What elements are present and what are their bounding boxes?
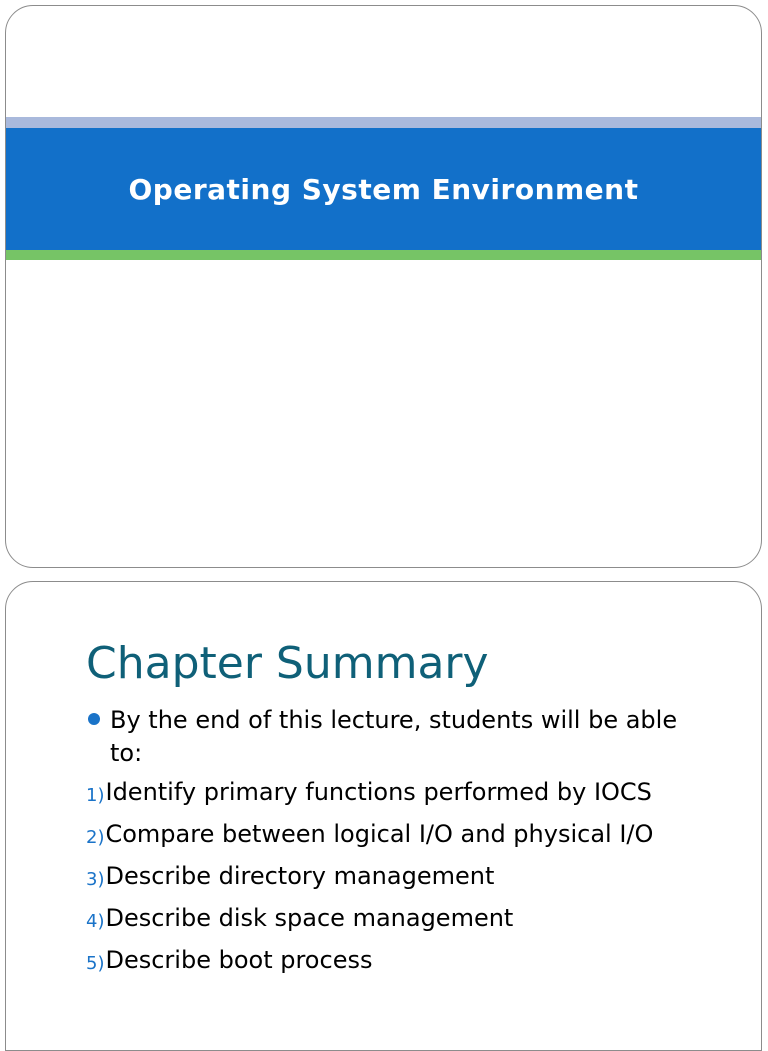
slide-title: Operating System Environment <box>128 172 639 206</box>
list-number: 2) <box>86 827 105 848</box>
list-item <box>86 944 716 980</box>
summary-list <box>86 704 716 986</box>
list-number: 5) <box>86 953 105 974</box>
list-item <box>86 776 716 812</box>
list-item <box>86 818 716 854</box>
list-item-text: By the end of this lecture, students will be able to: <box>110 706 678 767</box>
list-item-intro <box>86 704 716 770</box>
list-number: 1) <box>86 785 105 806</box>
summary-heading: Chapter Summary <box>86 638 489 689</box>
list-number: 3) <box>86 869 105 890</box>
title-band-top-stripe <box>6 117 761 128</box>
bullet-icon <box>88 713 100 725</box>
list-item-text: Describe directory management <box>105 862 495 890</box>
title-band-bottom-stripe <box>6 250 761 260</box>
list-number: 4) <box>86 911 105 932</box>
list-item-text: Describe boot process <box>105 946 373 974</box>
list-item-text: Identify primary functions performed by IOCS <box>105 778 652 806</box>
list-item-text: Compare between logical I/O and physical I/O <box>105 820 654 848</box>
title-band <box>6 128 761 250</box>
summary-slide <box>5 581 762 1051</box>
list-item <box>86 902 716 938</box>
list-item-text: Describe disk space management <box>105 904 514 932</box>
title-slide <box>5 5 762 568</box>
list-item <box>86 860 716 896</box>
